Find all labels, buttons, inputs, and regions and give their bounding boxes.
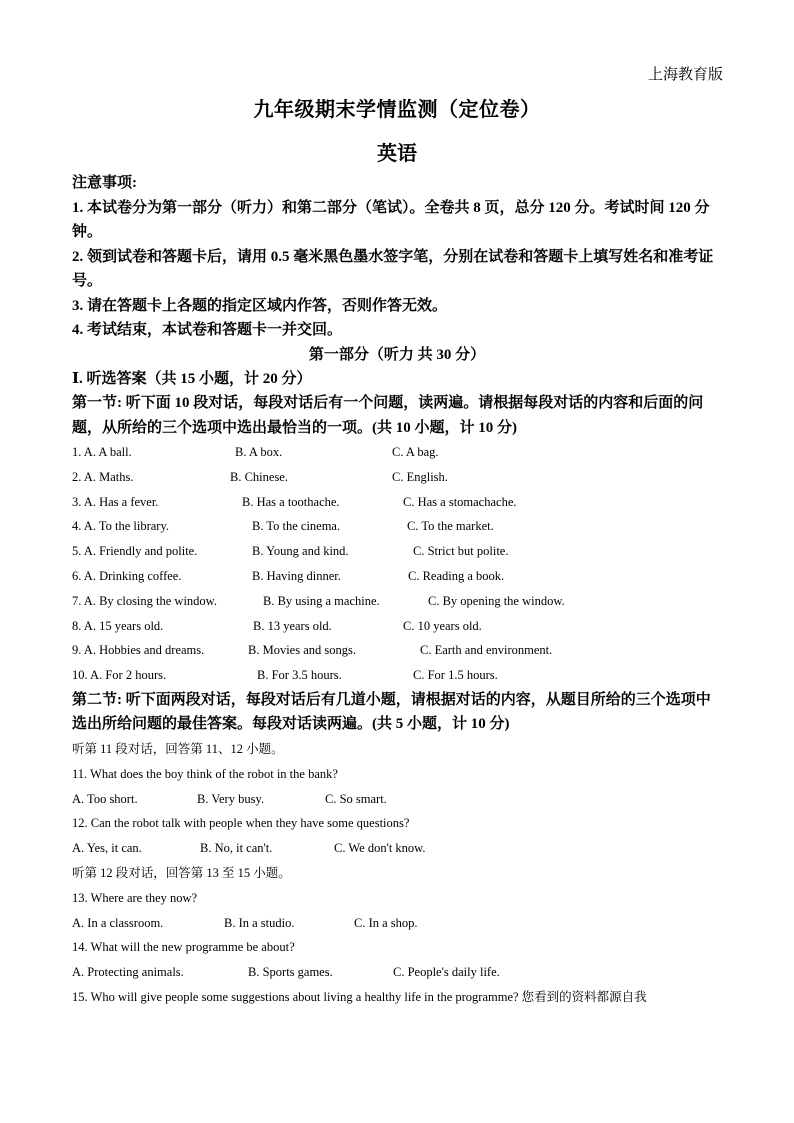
option-b: B. In a studio.	[224, 915, 295, 930]
question-row	[72, 564, 722, 589]
question-row	[72, 589, 722, 614]
option-a: A. Too short.	[72, 791, 138, 806]
question-11: 11. What does the boy think of the robot in the bank?	[72, 766, 338, 781]
option-c: C. Earth and environment.	[420, 643, 553, 658]
option-b: B. 13 years old.	[253, 618, 332, 633]
publisher-label: 上海教育版	[647, 67, 723, 83]
question-row	[72, 539, 722, 564]
option-b: B. Very busy.	[197, 791, 265, 806]
option-c: C. We don't know.	[334, 841, 426, 856]
subject-title: 英语	[377, 143, 417, 165]
option-b: B. Movies and songs.	[248, 643, 356, 658]
section2-intro: 第二节: 听下面两段对话，每段对话后有几道小题，请根据对话的内容，从题目所给的三个选项中选出所给问题的最佳答案。每段对话读两遍。(共 5 小题，计 10 分)	[72, 691, 711, 733]
section1-question-list	[72, 440, 722, 688]
question-14: 14. What will the new programme be about?	[72, 940, 295, 955]
option-c: C. For 1.5 hours.	[413, 668, 498, 683]
question-row	[72, 663, 722, 688]
option-a: A. In a classroom.	[72, 915, 164, 930]
question-15: 15. Who will give people some suggestions about living a healthy life in the programme? 您看到的资料都源自我	[72, 989, 647, 1004]
option-b: B. A box.	[235, 445, 283, 459]
dialogue-12-instruction: 听第 12 段对话，回答第 13 至 15 小题。	[72, 865, 291, 880]
option-c: C. In a shop.	[354, 915, 418, 930]
option-a: 7. A. By closing the window.	[72, 593, 218, 608]
note-item: 4. 考试结束，本试卷和答题卡一并交回。	[72, 322, 343, 338]
option-a: A. Yes, it can.	[72, 841, 142, 856]
dialogue-11-instruction: 听第 11 段对话，回答第 11、12 小题。	[72, 741, 284, 756]
option-c: C. To the market.	[407, 519, 494, 534]
question-13: 13. Where are they now?	[72, 890, 198, 905]
question-row	[72, 514, 722, 539]
question-12-options	[72, 836, 722, 861]
option-c: C. Strict but polite.	[413, 544, 509, 559]
option-a: 1. A. A ball.	[72, 445, 132, 459]
option-a: 8. A. 15 years old.	[72, 618, 164, 633]
option-b: B. Young and kind.	[252, 544, 349, 559]
option-a: 10. A. For 2 hours.	[72, 668, 167, 683]
option-b: B. By using a machine.	[263, 593, 380, 608]
question-row	[72, 465, 722, 490]
option-b: B. Having dinner.	[252, 568, 341, 583]
option-a: 3. A. Has a fever.	[72, 494, 159, 509]
option-c: C. People's daily life.	[393, 965, 500, 980]
option-a: 6. A. Drinking coffee.	[72, 568, 182, 583]
option-c: C. 10 years old.	[403, 618, 482, 633]
option-a: 5. A. Friendly and polite.	[72, 544, 198, 559]
question-13-options	[72, 911, 722, 936]
option-b: B. To the cinema.	[252, 519, 341, 534]
option-b: B. Has a toothache.	[242, 494, 340, 509]
option-b: B. Sports games.	[248, 965, 333, 980]
part1-title: 第一部分（听力 共 30 分）	[308, 346, 486, 363]
question-row	[72, 638, 722, 663]
exam-title: 九年级期末学情监测（定位卷）	[253, 99, 541, 121]
notes-heading: 注意事项:	[72, 175, 137, 191]
option-a: 9. A. Hobbies and dreams.	[72, 643, 205, 658]
option-c: C. Has a stomachache.	[403, 494, 517, 509]
option-c: C. English.	[392, 469, 448, 484]
section1-intro: 第一节: 听下面 10 段对话，每段对话后有一个问题，读两遍。请根据每段对话的内容和后面的问题，从所给的三个选项中选出最恰当的一项。(共 10 小题，计 10 分)	[72, 395, 704, 436]
question-row	[72, 614, 722, 639]
question-row	[72, 440, 722, 465]
question-row	[72, 490, 722, 515]
option-a: 4. A. To the library.	[72, 519, 170, 534]
option-c: C. By opening the window.	[428, 593, 565, 608]
option-b: B. Chinese.	[230, 469, 288, 484]
option-b: B. For 3.5 hours.	[257, 668, 342, 683]
option-a: 2. A. Maths.	[72, 469, 134, 484]
note-item: 1. 本试卷分为第一部分（听力）和第二部分（笔试）。全卷共 8 页，总分 120 分。考试时间 120 分钟。	[72, 199, 710, 240]
option-c: C. Reading a book.	[408, 568, 505, 583]
question-14-options	[72, 960, 722, 985]
question-11-options	[72, 787, 722, 812]
option-c: C. So smart.	[325, 791, 387, 806]
option-c: C. A bag.	[392, 445, 439, 459]
exam-content	[72, 171, 722, 1010]
note-item: 2. 领到试卷和答题卡后，请用 0.5 毫米黑色墨水签字笔，分别在试卷和答题卡上填写姓名和准考证号。	[72, 248, 714, 289]
section-heading: Ⅰ. 听选答案（共 15 小题，计 20 分）	[72, 370, 312, 387]
option-b: B. No, it can't.	[200, 841, 273, 856]
note-item: 3. 请在答题卡上各题的指定区域内作答，否则作答无效。	[72, 297, 448, 314]
question-12: 12. Can the robot talk with people when they have some questions?	[72, 816, 410, 831]
option-a: A. Protecting animals.	[72, 965, 184, 980]
